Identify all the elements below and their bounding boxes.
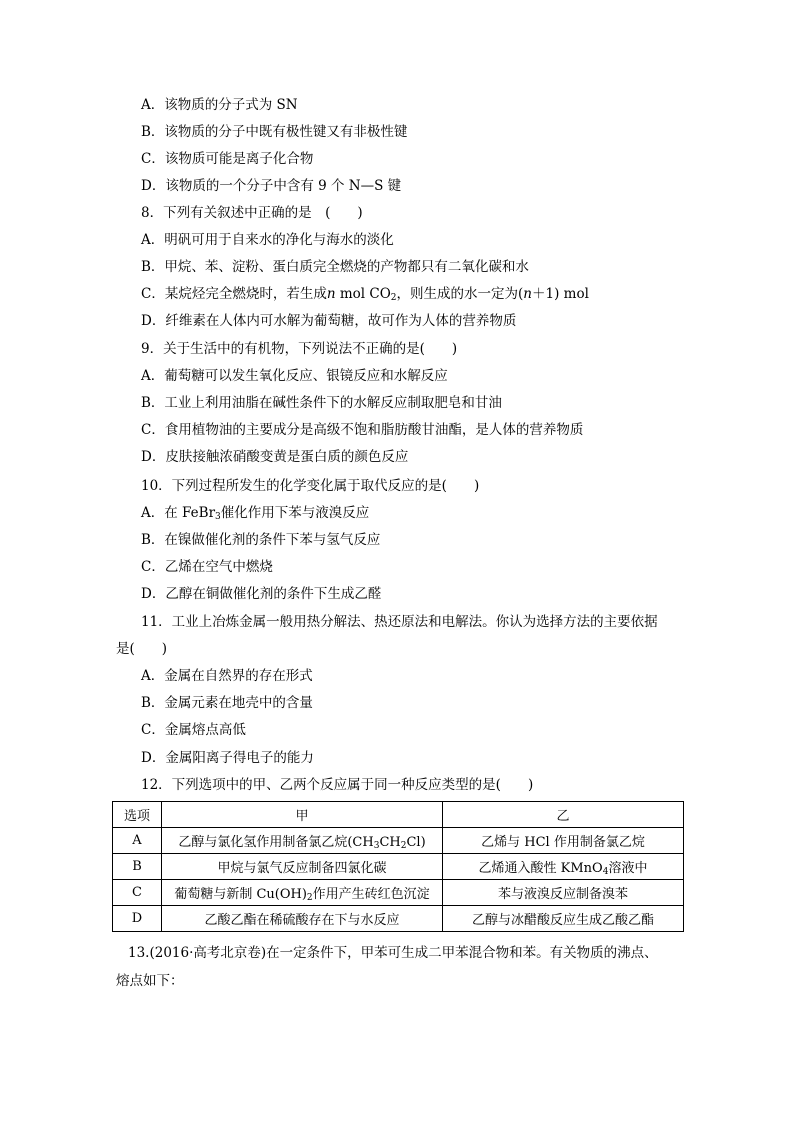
row-yi [443, 854, 684, 880]
q13-stem-line1: 13.(2016·高考北京卷)在一定条件下，甲苯可生成二甲苯混合物和苯。有关物质的沸点、 [128, 945, 658, 961]
yi-sub: 4 [602, 867, 609, 877]
q11-option-b: B．金属元素在地壳中的含量 [141, 695, 313, 711]
q8-c-post: ＋1) mol [532, 286, 589, 302]
q9-option-a: A．葡萄糖可以发生氧化反应、银镜反应和水解反应 [141, 368, 448, 384]
yi-text: 乙醇与冰醋酸反应生成乙酸乙酯 [471, 913, 654, 928]
yi-text: 溶液中 [608, 861, 648, 876]
jia-text: 作用产生砖红色沉淀 [312, 887, 430, 902]
q8-option-b: B．甲烷、苯、淀粉、蛋白质完全燃烧的产物都只有二氧化碳和水 [141, 259, 529, 275]
q10-a-post: 催化作用下苯与液溴反应 [220, 505, 370, 521]
jia-text: Cl) [406, 835, 426, 850]
row-option: B [113, 854, 162, 880]
row-option: D [113, 906, 162, 932]
q8-c-n2: n [523, 286, 532, 302]
table-row [113, 854, 684, 880]
q9-stem: 9．关于生活中的有机物，下列说法不正确的是( ) [141, 341, 458, 357]
row-yi [443, 906, 684, 932]
yi-text: 苯与液溴反应制备溴苯 [497, 887, 628, 902]
row-option: A [113, 828, 162, 854]
jia-text: CH [379, 835, 401, 850]
q7-option-d: D．该物质的一个分子中含有 9 个 N—S 键 [141, 178, 402, 194]
jia-text: 葡萄糖与新制 Cu(OH) [174, 887, 307, 902]
q10-option-d: D．乙醇在铜做催化剂的条件下生成乙醛 [141, 586, 382, 602]
q11-option-c: C．金属熔点高低 [141, 722, 246, 738]
q9-option-d: D．皮肤接触浓硝酸变黄是蛋白质的颜色反应 [141, 449, 409, 465]
q7-option-a: A．该物质的分子式为 SN [141, 97, 298, 113]
row-option: C [113, 880, 162, 906]
q13-stem-line2: 熔点如下： [116, 973, 184, 989]
table-row [113, 906, 684, 932]
q8-option-d: D．纤维素在人体内可水解为葡萄糖，故可作为人体的营养物质 [141, 313, 517, 329]
q8-c-mid1: mol CO [335, 286, 391, 302]
table-header-row [113, 802, 684, 828]
row-jia [162, 880, 443, 906]
q11-option-d: D．金属阳离子得电子的能力 [141, 750, 314, 766]
yi-text: 乙烯通入酸性 KMnO [478, 861, 603, 876]
q10-a-sub: 3 [215, 512, 221, 522]
jia-sub: 3 [373, 841, 380, 851]
row-jia [162, 854, 443, 880]
q12-stem: 12．下列选项中的甲、乙两个反应属于同一种反应类型的是( ) [141, 777, 534, 793]
table-row [113, 880, 684, 906]
jia-text: 乙酸乙酯在稀硫酸存在下与水反应 [204, 913, 400, 928]
q12-reaction-table [112, 801, 684, 932]
q8-option-a: A．明矾可用于自来水的净化与海水的淡化 [141, 232, 394, 248]
q11-stem-line1: 11．工业上冶炼金属一般用热分解法、热还原法和电解法。你认为选择方法的主要依据 [141, 614, 658, 630]
q9-option-b: B．工业上利用油脂在碱性条件下的水解反应制取肥皂和甘油 [141, 395, 502, 411]
q10-option-b: B．在镍做催化剂的条件下苯与氢气反应 [141, 532, 381, 548]
table-row [113, 828, 684, 854]
q8-c-pre: C．某烷烃完全燃烧时，若生成 [141, 286, 327, 302]
row-jia [162, 906, 443, 932]
yi-text: 乙烯与 HCl 作用制备氯乙烷 [481, 835, 645, 850]
q8-option-c [141, 285, 589, 303]
q10-option-c: C．乙烯在空气中燃烧 [141, 559, 273, 575]
jia-sub: 2 [400, 841, 407, 851]
q10-stem: 10．下列过程所发生的化学变化属于取代反应的是( ) [141, 478, 480, 494]
q8-c-mid2: ，则生成的水一定为( [396, 286, 524, 302]
row-yi [443, 880, 684, 906]
header-yi: 乙 [443, 802, 684, 828]
q11-option-a: A．金属在自然界的存在形式 [141, 668, 313, 684]
q7-option-c: C．该物质可能是离子化合物 [141, 151, 314, 167]
q9-option-c: C．食用植物油的主要成分是高级不饱和脂肪酸甘油酯，是人体的营养物质 [141, 422, 584, 438]
jia-sub: 2 [306, 893, 313, 903]
q8-c-n1: n [326, 286, 336, 302]
row-yi [443, 828, 684, 854]
row-jia [162, 828, 443, 854]
q7-option-b: B．该物质的分子中既有极性键又有非极性键 [141, 124, 408, 140]
header-jia: 甲 [162, 802, 443, 828]
q10-option-a [141, 504, 369, 522]
jia-text: 甲烷与氯气反应制备四氯化碳 [217, 861, 387, 876]
q8-c-sub: 2 [390, 293, 397, 303]
q11-stem-line2: 是( ) [116, 641, 168, 657]
header-option: 选项 [113, 802, 162, 828]
q8-stem: 8．下列有关叙述中正确的是 ( ) [141, 205, 363, 221]
jia-text: 乙醇与氯化氢作用制备氯乙烷(CH [178, 835, 374, 850]
q10-a-pre: A．在 FeBr [141, 505, 216, 521]
